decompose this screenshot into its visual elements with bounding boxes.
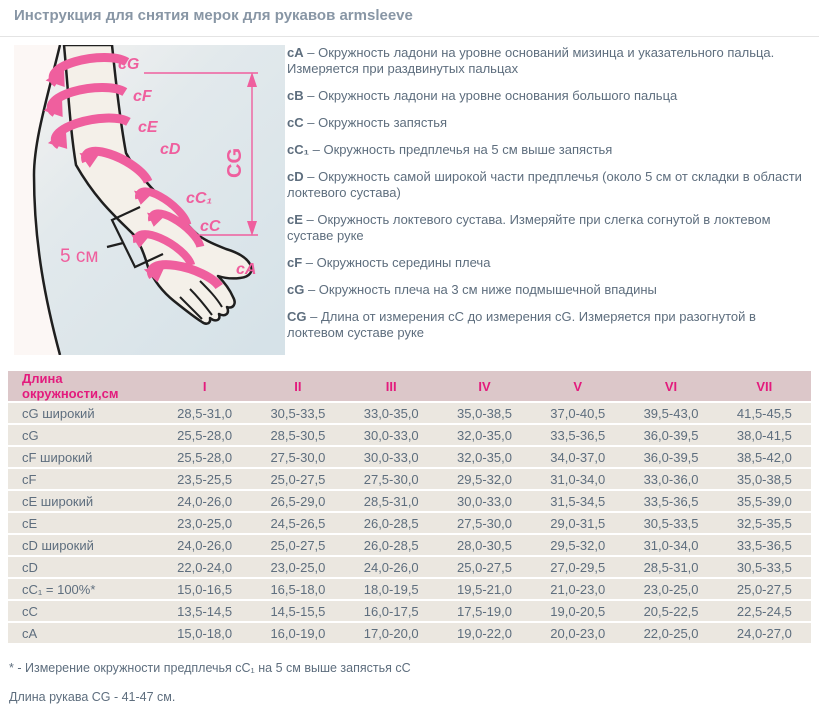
measurement-description — [287, 142, 810, 158]
row-label: cG широкий — [8, 403, 158, 423]
range-cell: 28,5-31,0 — [158, 403, 251, 423]
row-label: cC₁ = 100%* — [8, 579, 158, 599]
range-cell: 33,5-36,5 — [624, 491, 717, 511]
row-label: cC — [8, 601, 158, 621]
range-cell: 30,5-33,5 — [624, 513, 717, 533]
table-row — [8, 403, 811, 423]
row-label: cA — [8, 623, 158, 643]
range-cell: 37,0-40,5 — [531, 403, 624, 423]
measurement-description — [287, 45, 810, 77]
range-cell: 17,0-20,0 — [345, 623, 438, 643]
range-cell: 22,5-24,5 — [718, 601, 811, 621]
range-cell: 22,0-24,0 — [158, 557, 251, 577]
range-cell: 25,0-27,5 — [251, 469, 344, 489]
row-label: cF — [8, 469, 158, 489]
measurement-code: cG — [287, 282, 305, 297]
table-row — [8, 557, 811, 577]
measurement-code: cC — [287, 115, 304, 130]
table-row — [8, 623, 811, 643]
measurement-description — [287, 88, 810, 104]
range-cell: 30,0-33,0 — [438, 491, 531, 511]
table-header-row — [8, 371, 811, 401]
measurement-text: – Окружность предплечья на 5 см выше запястья — [312, 142, 613, 157]
range-cell: 23,0-25,0 — [624, 579, 717, 599]
row-label: cF широкий — [8, 447, 158, 467]
column-header-size: VII — [718, 371, 811, 401]
measurement-description — [287, 282, 810, 298]
range-cell: 36,0-39,5 — [624, 425, 717, 445]
measurement-text: – Окружность ладони на уровне оснований мизинца и указательного пальца. Измеряется при раздвинутых пальцах — [287, 45, 775, 76]
measurement-text: – Окружность локтевого сустава. Измеряйте при слегка согнутой в локтевом суставе руке — [287, 212, 771, 243]
range-cell: 32,0-35,0 — [438, 425, 531, 445]
range-cell: 27,5-30,0 — [251, 447, 344, 467]
range-cell: 23,5-25,5 — [158, 469, 251, 489]
table-row — [8, 535, 811, 555]
range-cell: 30,0-33,0 — [345, 425, 438, 445]
measurement-code: cC₁ — [287, 142, 309, 157]
range-cell: 24,0-27,0 — [718, 623, 811, 643]
range-cell: 28,5-30,5 — [251, 425, 344, 445]
range-cell: 35,0-38,5 — [438, 403, 531, 423]
range-cell: 23,0-25,0 — [158, 513, 251, 533]
measurement-text: – Окружность запястья — [307, 115, 448, 130]
row-label: cE — [8, 513, 158, 533]
measurement-code: cF — [287, 255, 303, 270]
range-cell: 28,5-31,0 — [624, 557, 717, 577]
range-cell: 29,0-31,5 — [531, 513, 624, 533]
range-cell: 20,5-22,5 — [624, 601, 717, 621]
range-cell: 21,0-23,0 — [531, 579, 624, 599]
range-cell: 28,5-31,0 — [345, 491, 438, 511]
size-table — [8, 369, 811, 645]
range-cell: 24,0-26,0 — [158, 491, 251, 511]
column-header-size: II — [251, 371, 344, 401]
range-cell: 26,0-28,5 — [345, 513, 438, 533]
title-divider — [0, 36, 819, 37]
range-cell: 31,5-34,5 — [531, 491, 624, 511]
range-cell: 32,0-35,0 — [438, 447, 531, 467]
range-cell: 25,5-28,0 — [158, 447, 251, 467]
range-cell: 13,5-14,5 — [158, 601, 251, 621]
band-label-cF: cF — [133, 88, 152, 105]
range-cell: 38,5-42,0 — [718, 447, 811, 467]
row-label: cG — [8, 425, 158, 445]
band-label-cC: cC — [200, 218, 221, 235]
range-cell: 24,0-26,0 — [158, 535, 251, 555]
range-cell: 33,0-36,0 — [624, 469, 717, 489]
band-label-cC1: cC₁ — [186, 190, 213, 207]
band-label-cA: cA — [236, 261, 257, 278]
measurement-description — [287, 309, 810, 341]
column-header-label: Длина окружности,см — [8, 371, 158, 401]
arm-measurement-illustration — [14, 45, 285, 355]
range-cell: 30,5-33,5 — [718, 557, 811, 577]
table-row — [8, 447, 811, 467]
range-cell: 30,5-33,5 — [251, 403, 344, 423]
band-label-cE: cE — [138, 119, 158, 136]
range-cell: 39,5-43,0 — [624, 403, 717, 423]
range-cell: 33,5-36,5 — [718, 535, 811, 555]
table-row — [8, 469, 811, 489]
range-cell: 34,0-37,0 — [531, 447, 624, 467]
band-label-cD: cD — [160, 141, 181, 158]
measurement-description — [287, 212, 810, 244]
measurement-description — [287, 255, 810, 271]
range-cell: 25,0-27,5 — [251, 535, 344, 555]
range-cell: 19,5-21,0 — [438, 579, 531, 599]
range-cell: 22,0-25,0 — [624, 623, 717, 643]
range-cell: 25,0-27,5 — [718, 579, 811, 599]
table-row — [8, 491, 811, 511]
range-cell: 41,5-45,5 — [718, 403, 811, 423]
range-cell: 38,0-41,5 — [718, 425, 811, 445]
column-header-size: IV — [438, 371, 531, 401]
measurement-code: cD — [287, 169, 304, 184]
range-cell: 35,0-38,5 — [718, 469, 811, 489]
band-label-cG: cG — [118, 56, 140, 73]
range-cell: 20,0-23,0 — [531, 623, 624, 643]
measurement-text: – Окружность середины плеча — [305, 255, 491, 270]
range-cell: 25,5-28,0 — [158, 425, 251, 445]
range-cell: 33,0-35,0 — [345, 403, 438, 423]
column-header-size: V — [531, 371, 624, 401]
range-cell: 14,5-15,5 — [251, 601, 344, 621]
range-cell: 24,0-26,0 — [345, 557, 438, 577]
measurement-description — [287, 169, 810, 201]
row-label: cE широкий — [8, 491, 158, 511]
measurement-descriptions — [287, 45, 810, 352]
range-cell: 18,0-19,5 — [345, 579, 438, 599]
range-cell: 31,0-34,0 — [531, 469, 624, 489]
range-cell: 31,0-34,0 — [624, 535, 717, 555]
five-cm-label: 5 см — [60, 246, 99, 267]
range-cell: 16,0-17,5 — [345, 601, 438, 621]
cg-length-label: CG — [224, 148, 246, 178]
measurement-code: cA — [287, 45, 304, 60]
range-cell: 26,0-28,5 — [345, 535, 438, 555]
range-cell: 36,0-39,5 — [624, 447, 717, 467]
column-header-size: III — [345, 371, 438, 401]
table-row — [8, 601, 811, 621]
range-cell: 27,5-30,0 — [345, 469, 438, 489]
range-cell: 27,5-30,0 — [438, 513, 531, 533]
measurement-code: CG — [287, 309, 307, 324]
column-header-size: I — [158, 371, 251, 401]
range-cell: 29,5-32,0 — [438, 469, 531, 489]
table-row — [8, 579, 811, 599]
range-cell: 17,5-19,0 — [438, 601, 531, 621]
range-cell: 19,0-22,0 — [438, 623, 531, 643]
range-cell: 19,0-20,5 — [531, 601, 624, 621]
range-cell: 27,0-29,5 — [531, 557, 624, 577]
measurement-description — [287, 115, 810, 131]
range-cell: 15,0-16,5 — [158, 579, 251, 599]
range-cell: 25,0-27,5 — [438, 557, 531, 577]
range-cell: 30,0-33,0 — [345, 447, 438, 467]
measurement-text: – Окружность самой широкой части предплечья (около 5 см от складки в области локтевого сустава) — [287, 169, 802, 200]
range-cell: 23,0-25,0 — [251, 557, 344, 577]
page-title: Инструкция для снятия мерок для рукавов armsleeve — [14, 7, 413, 24]
range-cell: 35,5-39,0 — [718, 491, 811, 511]
arm-illustration-svg — [14, 45, 285, 355]
footnote-asterisk: * - Измерение окружности предплечья cC₁ на 5 см выше запястья cC — [9, 661, 411, 675]
range-cell: 28,0-30,5 — [438, 535, 531, 555]
row-label: cD — [8, 557, 158, 577]
range-cell: 29,5-32,0 — [531, 535, 624, 555]
table-row — [8, 425, 811, 445]
range-cell: 33,5-36,5 — [531, 425, 624, 445]
range-cell: 15,0-18,0 — [158, 623, 251, 643]
measurement-code: cB — [287, 88, 304, 103]
measurement-code: cE — [287, 212, 303, 227]
measurement-text: – Окружность плеча на 3 см ниже подмышечной впадины — [307, 282, 657, 297]
range-cell: 26,5-29,0 — [251, 491, 344, 511]
row-label: cD широкий — [8, 535, 158, 555]
table-row — [8, 513, 811, 533]
column-header-size: VI — [624, 371, 717, 401]
footnote-sleeve-length: Длина рукава CG - 41-47 см. — [9, 690, 176, 704]
range-cell: 16,5-18,0 — [251, 579, 344, 599]
measurement-text: – Окружность ладони на уровне основания большого пальца — [307, 88, 678, 103]
range-cell: 24,5-26,5 — [251, 513, 344, 533]
measurement-text: – Длина от измерения cC до измерения cG. Измеряется при разогнутой в локтевом суставе руке — [287, 309, 756, 340]
range-cell: 32,5-35,5 — [718, 513, 811, 533]
range-cell: 16,0-19,0 — [251, 623, 344, 643]
